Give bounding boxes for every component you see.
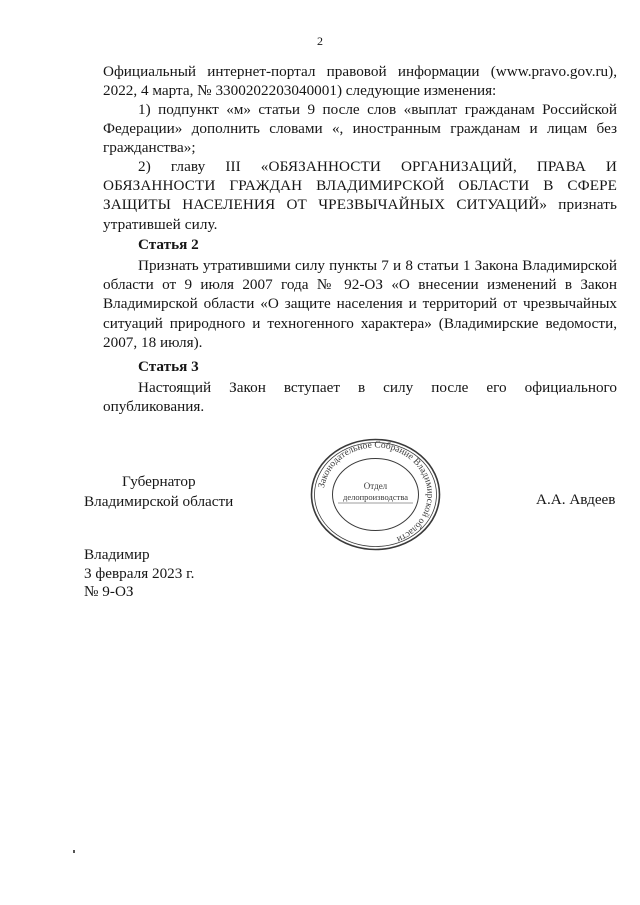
intro-text: Официальный интернет-портал правовой информации (www.pravo.gov.ru), 2022, 4 марта, № 3300202203040001) следующие изменения: <box>103 63 617 100</box>
item-1-text: 1) подпункт «м» статьи 9 после слов «выплат гражданам Российской Федерации» дополнить словами «, иностранным гражданам и лицам без гражданства»; <box>103 101 617 157</box>
footer-number: № 9-ОЗ <box>84 583 134 600</box>
intro-paragraph <box>103 62 617 100</box>
document-footer <box>84 546 194 602</box>
signatory-title <box>84 472 254 511</box>
seal-ring-text-path: Законодательное Собрание Владимирской области <box>317 440 435 544</box>
article-3-text: Настоящий Закон вступает в силу после его официального опубликования. <box>103 379 617 416</box>
article-2-text: Признать утратившими силу пункты 7 и 8 статьи 1 Закона Владимирской области от 9 июля 2007 года № 92-ОЗ «О внесении изменений в Закон Владимирской области «О защите населения и территорий от чрезвычайных ситуаций природного и техногенного характера» (Владимирские ведомости, 2007, 18 июля). <box>103 257 617 351</box>
item-2-text: 2) главу III «ОБЯЗАННОСТИ ОРГАНИЗАЦИЙ, ПРАВА И ОБЯЗАННОСТИ ГРАЖДАН ВЛАДИМИРСКОЙ ОБЛАСТИ В СФЕРЕ ЗАЩИТЫ НАСЕЛЕНИЯ ОТ ЧРЕЗВЫЧАЙНЫХ СИТУАЦИЙ» признать утратившей силу. <box>103 158 617 233</box>
footer-date: 3 февраля 2023 г. <box>84 564 195 582</box>
footer-city: Владимир <box>84 546 150 563</box>
seal-center-line-2: делопроизводства <box>343 492 408 502</box>
page-number: 2 <box>317 34 323 48</box>
article-2-heading: Статья 2 <box>138 236 199 253</box>
article-3-heading: Статья 3 <box>138 358 199 375</box>
signatory-title-line-1: Губернатор <box>122 473 196 490</box>
article-3-paragraph <box>103 378 617 416</box>
item-2-paragraph <box>103 157 617 234</box>
scan-speck <box>73 850 75 853</box>
seal-center-line-1: Отдел <box>363 481 388 491</box>
signatory-title-line-2: Владимирской области <box>84 492 234 510</box>
signatory-name: А.А. Авдеев <box>536 491 616 508</box>
official-seal <box>308 437 443 552</box>
item-1-paragraph <box>103 100 617 158</box>
article-2-paragraph <box>103 256 617 352</box>
